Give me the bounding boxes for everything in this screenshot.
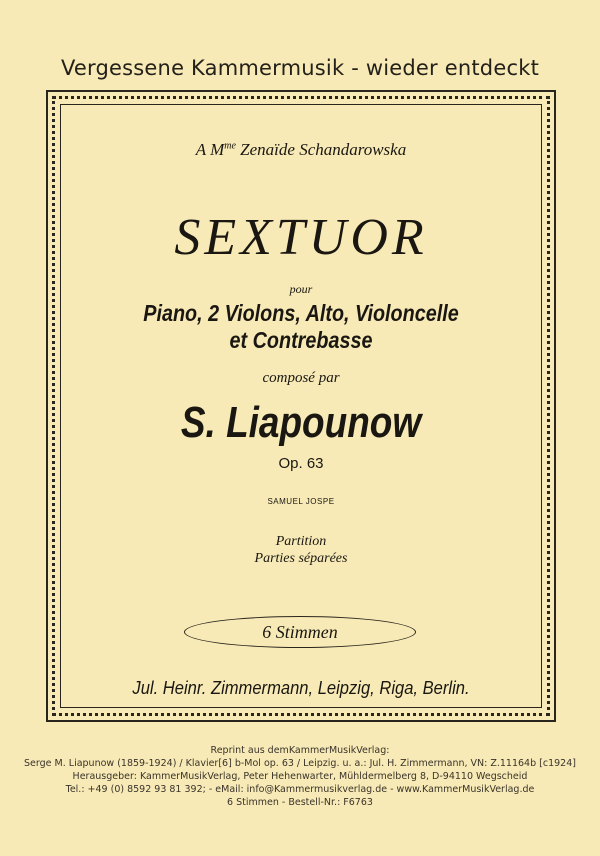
stimmen-oval bbox=[184, 616, 416, 648]
dedication bbox=[60, 140, 542, 160]
stimmen-label: 6 Stimmen bbox=[184, 616, 416, 648]
footer-line-4: Tel.: +49 (0) 8592 93 81 392; - eMail: info@Kammermusikverlag.de - www.KammerMusikVerlag.de bbox=[65, 784, 535, 795]
dedication-superscript: me bbox=[224, 140, 236, 152]
dedication-name: Zenaïde Schandarowska bbox=[235, 140, 407, 159]
footer-line-3: Herausgeber: KammerMusikVerlag, Peter Hehenwarter, Mühldermelberg 8, D-94110 Wegscheid bbox=[72, 771, 528, 782]
dedication-prefix: A M bbox=[195, 140, 225, 159]
reprint-footer bbox=[0, 744, 600, 809]
footer-line-5: 6 Stimmen - Bestell-Nr.: F6763 bbox=[227, 797, 373, 808]
compose-par-label: composé par bbox=[262, 370, 340, 386]
instrumentation bbox=[94, 300, 509, 354]
arranger-name: SAMUEL JOSPE bbox=[267, 497, 335, 506]
footer-line-2: Serge M. Liapunow (1859-1924) / Klavier[6] b-Mol op. 63 / Leipzig. u. a.: Jul. H. Zimmermann, VN: Z.11164b [c1924] bbox=[24, 758, 576, 769]
opus-number: Op. 63 bbox=[278, 455, 324, 472]
composer-name: S. Liapounow bbox=[180, 398, 422, 447]
publisher-line: Jul. Heinr. Zimmermann, Leipzig, Riga, Berlin. bbox=[132, 678, 470, 698]
editions bbox=[60, 533, 542, 567]
series-title: Vergessene Kammermusik - wieder entdeckt bbox=[60, 56, 540, 80]
footer-line-1: Reprint aus demKammerMusikVerlag: bbox=[210, 745, 390, 756]
instrumentation-line-2: et Contrebasse bbox=[229, 327, 373, 353]
pour-label: pour bbox=[289, 282, 313, 296]
edition-score: Partition bbox=[275, 534, 327, 549]
edition-parts: Parties séparées bbox=[254, 551, 348, 566]
work-title: SEXTUOR bbox=[174, 209, 428, 266]
instrumentation-line-1: Piano, 2 Violons, Alto, Violoncelle bbox=[143, 300, 459, 326]
